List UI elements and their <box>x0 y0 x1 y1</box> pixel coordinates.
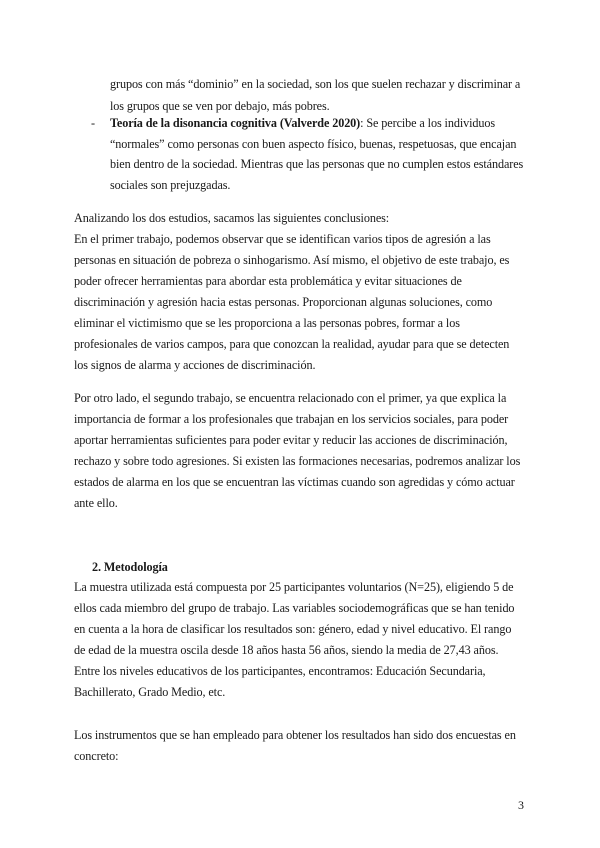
bullet-line: “normales” como personas con buen aspecto físico, buenas, respetuosas, que encajan <box>110 137 517 151</box>
bullet-continuation-line: los grupos que se ven por debajo, más pobres. <box>110 99 330 113</box>
paragraph-line: ellos cada miembro del grupo de trabajo. Las variables sociodemográficas que se han tenido <box>74 601 515 615</box>
paragraph-line: Entre los niveles educativos de los participantes, encontramos: Educación Secundaria, <box>74 664 486 678</box>
paragraph-line: Bachillerato, Grado Medio, etc. <box>74 685 226 699</box>
paragraph-line: profesionales de varios campos, para que conozcan la realidad, ayudar para que se detecten <box>74 337 510 351</box>
paragraph-line: Analizando los dos estudios, sacamos las siguientes conclusiones: <box>74 211 390 225</box>
bullet-line: sociales son prejuzgadas. <box>110 178 231 192</box>
section-heading: 2. Metodología <box>92 560 168 574</box>
paragraph-line: rechazo y sobre todo agresiones. Si existen las formaciones necesarias, podremos analizar los <box>74 454 521 468</box>
paragraph-line: ante ello. <box>74 496 118 510</box>
paragraph-line: Los instrumentos que se han empleado para obtener los resultados han sido dos encuestas en <box>74 728 516 742</box>
bullet-term: Teoría de la disonancia cognitiva (Valverde 2020) <box>110 116 361 130</box>
bullet-marker: - <box>91 116 96 130</box>
paragraph-line: Por otro lado, el segundo trabajo, se encuentra relacionado con el primer, ya que explica la <box>74 391 507 405</box>
bullet-line: bien dentro de la sociedad. Mientras que las personas que no cumplen estos estándares <box>110 157 524 171</box>
paragraph-line: La muestra utilizada está compuesta por 25 participantes voluntarios (N=25), eligiendo 5 de <box>74 580 514 594</box>
page-number: 3 <box>518 798 524 812</box>
bullet-continuation-line: grupos con más “dominio” en la sociedad, son los que suelen rechazar y discriminar a <box>110 77 521 91</box>
paragraph-line: importancia de formar a los profesionales que trabajan en los servicios sociales, para poder <box>74 412 509 426</box>
paragraph-line: de edad de la muestra oscila desde 18 años hasta 56 años, siendo la media de 27,43 años. <box>74 643 499 657</box>
paragraph-line: poder ofrecer herramientas para abordar esta problemática y evitar situaciones de <box>74 274 462 288</box>
paragraph-line: estados de alarma en los que se encuentran las víctimas cuando son agredidas y cómo actuar <box>74 475 515 489</box>
bullet-first-rest: : Se percibe a los individuos <box>360 116 496 130</box>
paragraph-line: concreto: <box>74 749 119 763</box>
paragraph-line: En el primer trabajo, podemos observar que se identifican varios tipos de agresión a las <box>74 232 491 246</box>
bullet-first-line <box>110 115 495 131</box>
paragraph-line: personas en situación de pobreza o sinhogarismo. Así mismo, el objetivo de este trabajo, es <box>74 253 510 267</box>
paragraph-line: discriminación y agresión hacia estas personas. Proporcionan algunas soluciones, como <box>74 295 493 309</box>
paragraph-line: en cuenta a la hora de clasificar los resultados son: género, edad y nivel educativo. El rango <box>74 622 512 636</box>
paragraph-line: eliminar el victimismo que se les proporciona a las personas pobres, formar a los <box>74 316 460 330</box>
paragraph-line: aportar herramientas suficientes para poder evitar y reducir las acciones de discriminación, <box>74 433 508 447</box>
paragraph-line: los signos de alarma y acciones de discriminación. <box>74 358 316 372</box>
